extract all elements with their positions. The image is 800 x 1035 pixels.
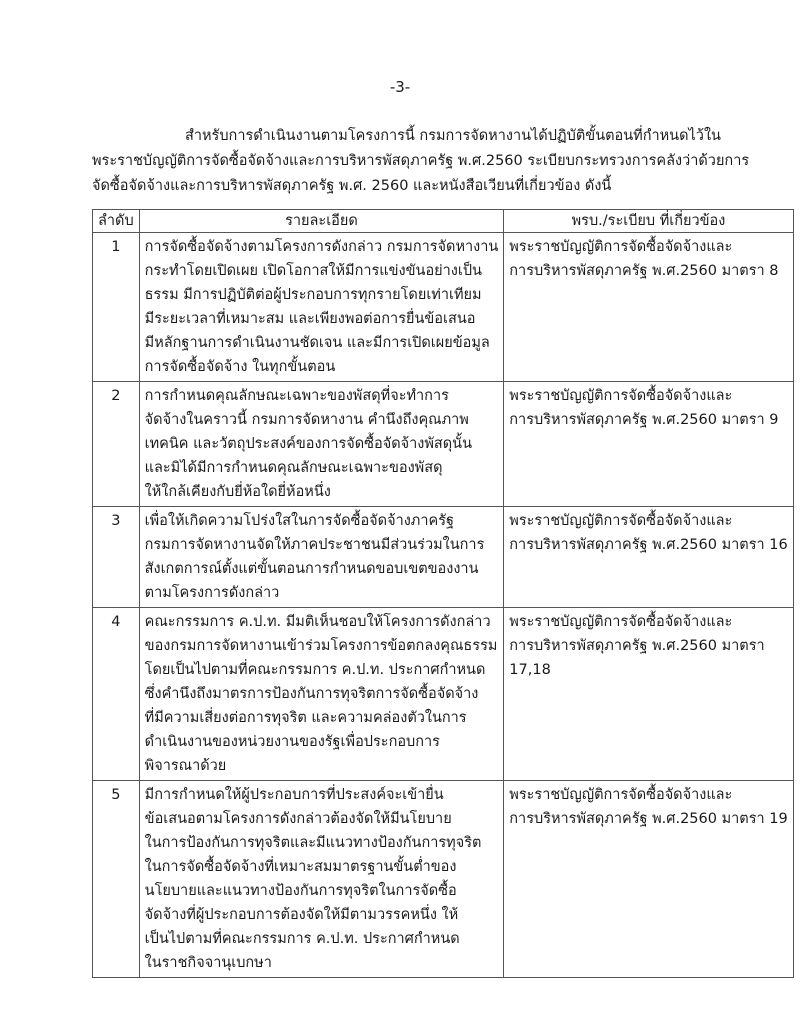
table-row xyxy=(93,507,794,608)
detail-cell-line: การจัดซื้อจัดจ้าง ในทุกขั้นตอน xyxy=(144,359,336,375)
detail-cell-line: ที่มีความเสี่ยงต่อการทุจริต และความคล่องตัวในการ xyxy=(144,710,467,726)
detail-cell-line: คณะกรรมการ ค.ป.ท. มีมติเห็นชอบให้โครงการดังกล่าว xyxy=(144,614,491,630)
law-cell xyxy=(504,608,793,781)
header-detail: รายละเอียด xyxy=(139,210,504,233)
detail-cell-line: การจัดซื้อจัดจ้างตามโครงการดังกล่าว กรมการจัดหางาน xyxy=(144,239,499,255)
law-cell-line: การบริหารพัสดุภาครัฐ พ.ศ.2560 มาตรา 8 xyxy=(509,263,779,279)
row-number xyxy=(93,233,140,382)
intro-line: พระราชบัญญัติการจัดซื้อจัดจ้างและการบริหารพัสดุภาครัฐ พ.ศ.2560 ระเบียบกระทรวงการคลังว่าด้วยการ xyxy=(92,153,750,169)
table-row xyxy=(93,233,794,382)
detail-cell-line: ให้ใกล้เคียงกับยี่ห้อใดยี่ห้อหนึ่ง xyxy=(144,484,331,500)
row-number-text: 2 xyxy=(111,388,121,404)
intro-paragraph xyxy=(92,124,750,199)
page-number: -3- xyxy=(389,78,411,96)
law-cell-line: 17,18 xyxy=(509,662,551,678)
detail-cell-line: มีระยะเวลาที่เหมาะสม และเพียงพอต่อการยื่นข้อเสนอ xyxy=(144,311,476,327)
law-cell xyxy=(504,382,793,507)
table-header-row xyxy=(93,210,794,233)
detail-cell-line: กรมการจัดหางานจัดให้ภาคประชาชนมีส่วนร่วมในการ xyxy=(144,537,485,553)
row-number xyxy=(93,382,140,507)
detail-cell-line: กระทำโดยเปิดเผย เปิดโอกาสให้มีการแข่งขันอย่างเป็น xyxy=(144,263,482,279)
detail-cell xyxy=(139,507,504,608)
law-cell-line: การบริหารพัสดุภาครัฐ พ.ศ.2560 มาตรา 16 xyxy=(509,537,788,553)
row-number xyxy=(93,781,140,978)
law-cell xyxy=(504,233,793,382)
table-row xyxy=(93,781,794,978)
law-cell xyxy=(504,507,793,608)
law-cell-line: พระราชบัญญัติการจัดซื้อจัดจ้างและ xyxy=(509,513,733,529)
procedure-table xyxy=(92,209,794,978)
detail-cell xyxy=(139,233,504,382)
detail-cell-line: ธรรม มีการปฏิบัติต่อผู้ประกอบการทุกรายโดยเท่าเทียม xyxy=(144,287,482,303)
law-cell xyxy=(504,781,793,978)
law-cell-line: การบริหารพัสดุภาครัฐ พ.ศ.2560 มาตรา 19 xyxy=(509,811,788,827)
row-number-text: 4 xyxy=(111,614,121,630)
row-number-text: 5 xyxy=(111,787,121,803)
detail-cell-line: ในการจัดซื้อจัดจ้างที่เหมาะสมมาตรฐานขั้นต่ำของ xyxy=(144,859,457,875)
detail-cell-line: นโยบายและแนวทางป้องกันการทุจริตในการจัดซื้อ xyxy=(144,883,457,899)
header-law: พรบ./ระเบียบ ที่เกี่ยวข้อง xyxy=(504,210,793,233)
detail-cell-line: การกำหนดคุณลักษณะเฉพาะของพัสดุที่จะทำการ xyxy=(144,388,449,404)
detail-cell-line: เป็นไปตามที่คณะกรรมการ ค.ป.ท. ประกาศกำหนด xyxy=(144,931,460,947)
detail-cell-line: ซึ่งคำนึงถึงมาตรการป้องกันการทุจริตการจัดซื้อจัดจ้าง xyxy=(144,686,479,702)
row-number xyxy=(93,507,140,608)
header-order: ลำดับ xyxy=(93,210,140,233)
row-number-text: 1 xyxy=(111,239,121,255)
detail-cell-line: พิจารณาด้วย xyxy=(144,758,227,774)
law-cell-line: การบริหารพัสดุภาครัฐ พ.ศ.2560 มาตรา xyxy=(509,638,765,654)
detail-cell-line: ในการป้องกันการทุจริตและมีแนวทางป้องกันการทุจริต xyxy=(144,835,482,851)
detail-cell-line: และมิได้มีการกำหนดคุณลักษณะเฉพาะของพัสดุ xyxy=(144,460,443,476)
detail-cell-line: เพื่อให้เกิดความโปร่งใสในการจัดซื้อจัดจ้างภาครัฐ xyxy=(144,513,454,529)
law-cell-line: พระราชบัญญัติการจัดซื้อจัดจ้างและ xyxy=(509,787,733,803)
table-row xyxy=(93,382,794,507)
detail-cell xyxy=(139,608,504,781)
detail-cell-line: มีหลักฐานการดำเนินงานชัดเจน และมีการเปิดเผยข้อมูล xyxy=(144,335,490,351)
detail-cell-line: ของกรมการจัดหางานเข้าร่วมโครงการข้อตกลงคุณธรรม xyxy=(144,638,498,654)
detail-cell-line: มีการกำหนดให้ผู้ประกอบการที่ประสงค์จะเข้ายื่น xyxy=(144,787,444,803)
law-cell-line: พระราชบัญญัติการจัดซื้อจัดจ้างและ xyxy=(509,239,733,255)
law-cell-line: การบริหารพัสดุภาครัฐ พ.ศ.2560 มาตรา 9 xyxy=(509,412,779,428)
law-cell-line: พระราชบัญญัติการจัดซื้อจัดจ้างและ xyxy=(509,614,733,630)
intro-line: สำหรับการดำเนินงานตามโครงการนี้ กรมการจัดหางานได้ปฏิบัติขั้นตอนที่กำหนดไว้ใน xyxy=(185,128,721,144)
law-cell-line: พระราชบัญญัติการจัดซื้อจัดจ้างและ xyxy=(509,388,733,404)
detail-cell-line: จัดจ้างในคราวนี้ กรมการจัดหางาน คำนึงถึงคุณภาพ xyxy=(144,412,469,428)
detail-cell-line: ในราชกิจจานุเบกษา xyxy=(144,955,272,971)
detail-cell-line: ตามโครงการดังกล่าว xyxy=(144,585,280,601)
row-number xyxy=(93,608,140,781)
detail-cell-line: สังเกตการณ์ตั้งแต่ขั้นตอนการกำหนดขอบเขตของงาน xyxy=(144,561,479,577)
detail-cell-line: เทคนิค และวัตถุประสงค์ของการจัดซื้อจัดจ้างพัสดุนั้น xyxy=(144,436,473,452)
intro-line: จัดซื้อจัดจ้างและการบริหารพัสดุภาครัฐ พ.ศ. 2560 และหนังสือเวียนที่เกี่ยวข้อง ดังนี้ xyxy=(92,178,612,194)
table-row xyxy=(93,608,794,781)
detail-cell-line: ข้อเสนอตามโครงการดังกล่าวต้องจัดให้มีนโยบาย xyxy=(144,811,452,827)
detail-cell-line: จัดจ้างที่ผู้ประกอบการต้องจัดให้มีตามวรรคหนึ่ง ให้ xyxy=(144,907,459,923)
row-number-text: 3 xyxy=(111,513,121,529)
detail-cell xyxy=(139,781,504,978)
detail-cell xyxy=(139,382,504,507)
detail-cell-line: ดำเนินงานของหน่วยงานของรัฐเพื่อประกอบการ xyxy=(144,734,440,750)
detail-cell-line: โดยเป็นไปตามที่คณะกรรมการ ค.ป.ท. ประกาศกำหนด xyxy=(144,662,486,678)
